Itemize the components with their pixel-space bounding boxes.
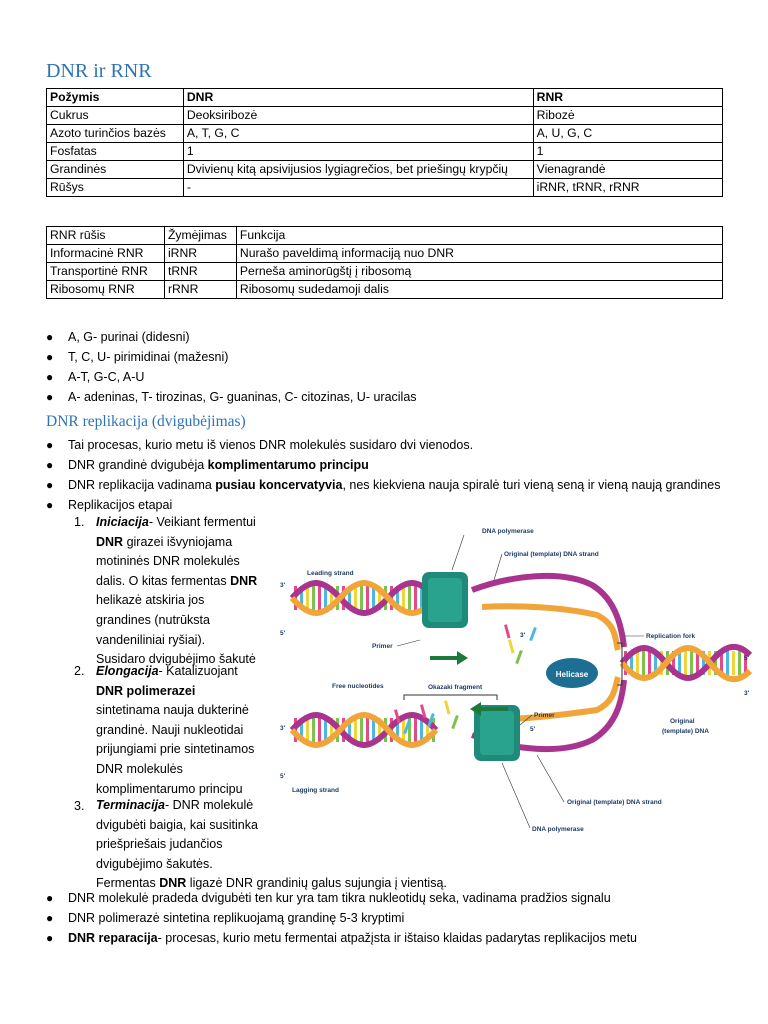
table-cell: Ribosomų RNR <box>47 281 165 299</box>
rnr-types-table <box>46 226 723 299</box>
table-cell: Grandinės <box>47 161 184 179</box>
base-pair-rung <box>636 651 639 675</box>
okazaki-fragment-label: Okazaki fragment <box>428 684 483 691</box>
base-pair-rung <box>684 651 687 675</box>
base-pair-rung <box>648 651 651 675</box>
prime-label: 3' <box>280 725 286 732</box>
table-row <box>47 281 723 299</box>
polymerase-inner-bottom <box>480 711 514 755</box>
base-pair-rung <box>306 718 309 742</box>
base-pair-rung <box>690 651 693 675</box>
base-pair-rung <box>732 651 735 675</box>
base-pair-rung <box>318 718 321 742</box>
table-cell: Perneša aminorūgštį į ribosomą <box>236 263 722 281</box>
bullet-icon: ● <box>46 931 54 945</box>
base-pair-rung <box>360 586 363 610</box>
free-nucleotides-label: Free nucleotides <box>332 683 384 690</box>
table-cell: rRNR <box>164 281 236 299</box>
dna-replication-diagram <box>272 515 754 860</box>
base-pair-rung <box>726 651 729 675</box>
prime-label: 5' <box>744 655 750 662</box>
original-template-top-label: Original (template) DNA strand <box>504 551 599 558</box>
dna-polymerase-top-label: DNA polymerase <box>482 528 534 535</box>
table-cell: Nurašo paveldimą informaciją nuo DNR <box>236 245 722 263</box>
table-cell: - <box>183 179 533 197</box>
base-pair-rung <box>366 586 369 610</box>
table-cell: Rūšys <box>47 179 184 197</box>
prime-label: 5' <box>530 726 536 733</box>
table-cell: Fosfatas <box>47 143 184 161</box>
table-header-row <box>47 89 723 107</box>
base-pair-rung <box>312 586 315 610</box>
table-row <box>47 107 723 125</box>
stage-number: 3. <box>74 799 85 813</box>
prime-label: 5' <box>280 773 286 780</box>
table-cell: Cukrus <box>47 107 184 125</box>
table-cell: Ribozė <box>533 107 722 125</box>
header-cell: DNR <box>183 89 533 107</box>
bullet-icon: ● <box>46 438 54 452</box>
primer-bottom-label: Primer <box>534 712 555 719</box>
prime-label: 3' <box>280 582 286 589</box>
bullet-icon: ● <box>46 458 54 472</box>
table-cell: Deoksiribozė <box>183 107 533 125</box>
prime-label: 3' <box>520 632 526 639</box>
table-cell: Informacinė RNR <box>47 245 165 263</box>
base-pair-rung <box>360 718 363 742</box>
header-cell: RNR <box>533 89 722 107</box>
leading-strand-label: Leading strand <box>307 570 354 577</box>
section-title: DNR replikacija (dvigubėjimas) <box>46 413 246 430</box>
table-cell: A, T, G, C <box>183 125 533 143</box>
table-cell: iRNR <box>164 245 236 263</box>
base-pair-rung <box>402 586 405 610</box>
table-row <box>47 161 723 179</box>
bullet-icon: ● <box>46 911 54 925</box>
table-row <box>47 245 723 263</box>
table-cell: Dvivienų kitą apsivijusios lygiagrečios, bet priešingų krypčių <box>183 161 533 179</box>
base-pair-rung <box>354 586 357 610</box>
bullet-icon: ● <box>46 350 54 364</box>
lagging-strand-label: Lagging strand <box>292 787 339 794</box>
table-header-row <box>47 227 723 245</box>
base-pair-rung <box>414 586 417 610</box>
bullet-icon: ● <box>46 498 54 512</box>
base-pair-rung <box>318 586 321 610</box>
primer-top-label: Primer <box>372 643 393 650</box>
table-row <box>47 263 723 281</box>
stage-initiation: Iniciacija- Veikiant fermentui DNR girazei išvyniojama motininės DNR molekulės dalis. O kitas fermentas DNR helikazė atskiria jos grandines (nutrūksta vandeniliniai ryšiai). Susidaro dvigubėjimo šakutė <box>96 515 258 667</box>
header-cell: RNR rūšis <box>47 227 165 245</box>
helicase-label: Helicase <box>555 670 589 679</box>
stage-number: 2. <box>74 664 85 678</box>
table-cell: iRNR, tRNR, rRNR <box>533 179 722 197</box>
base-pair-rung <box>312 718 315 742</box>
page-title: DNR ir RNR <box>46 60 152 82</box>
table-cell: 1 <box>183 143 533 161</box>
table-row <box>47 125 723 143</box>
bullet-icon: ● <box>46 370 54 384</box>
table-cell: Azoto turinčios bazės <box>47 125 184 143</box>
base-pair-rung <box>306 586 309 610</box>
replication-fork-label: Replication fork <box>646 633 696 640</box>
bullet-icon: ● <box>46 390 54 404</box>
table-cell: Transportinė RNR <box>47 263 165 281</box>
table-row <box>47 179 723 197</box>
base-pair-rung <box>366 718 369 742</box>
stage-termination: Terminacija- DNR molekulė dvigubėti baigia, kai susitinka priešpriešais judančios dvigubėjimo šakutės. Fermentas DNR ligazė DNR grandinių galus sujungia į vientisą. <box>96 798 447 891</box>
original-template-dna-label-2: (template) DNA <box>662 728 709 735</box>
base-pair-rung <box>354 718 357 742</box>
header-cell: Požymis <box>47 89 184 107</box>
header-cell: Žymėjimas <box>164 227 236 245</box>
dna-polymerase-bottom-label: DNA polymerase <box>532 826 584 833</box>
base-pair-rung <box>642 651 645 675</box>
header-cell: Funkcija <box>236 227 722 245</box>
base-pair-rung <box>408 586 411 610</box>
table-row <box>47 143 723 161</box>
bullet-icon: ● <box>46 330 54 344</box>
table-cell: Vienagrandė <box>533 161 722 179</box>
polymerase-inner-top <box>428 578 462 622</box>
table-cell: A, U, G, C <box>533 125 722 143</box>
bullet-icon: ● <box>46 891 54 905</box>
comparison-table <box>46 88 723 197</box>
table-cell: Ribosomų sudedamoji dalis <box>236 281 722 299</box>
prime-label: 3' <box>744 690 750 697</box>
base-pair-rung <box>738 651 741 675</box>
table-cell: tRNR <box>164 263 236 281</box>
bullet-icon: ● <box>46 478 54 492</box>
base-pair-rung <box>414 718 417 742</box>
stage-elongation: Elongacija- Katalizuojant DNR polimerazei sintetinama nauja dukterinė grandinė. Nauji nukleotidai prijungiami prie sintetinamos DNR molekulės komplimentarumo principu <box>96 664 255 796</box>
original-template-bottom-label: Original (template) DNA strand <box>567 799 662 806</box>
prime-label: 5' <box>280 630 286 637</box>
stage-number: 1. <box>74 515 85 529</box>
table-cell: 1 <box>533 143 722 161</box>
original-template-dna-label-1: Original <box>670 718 695 725</box>
